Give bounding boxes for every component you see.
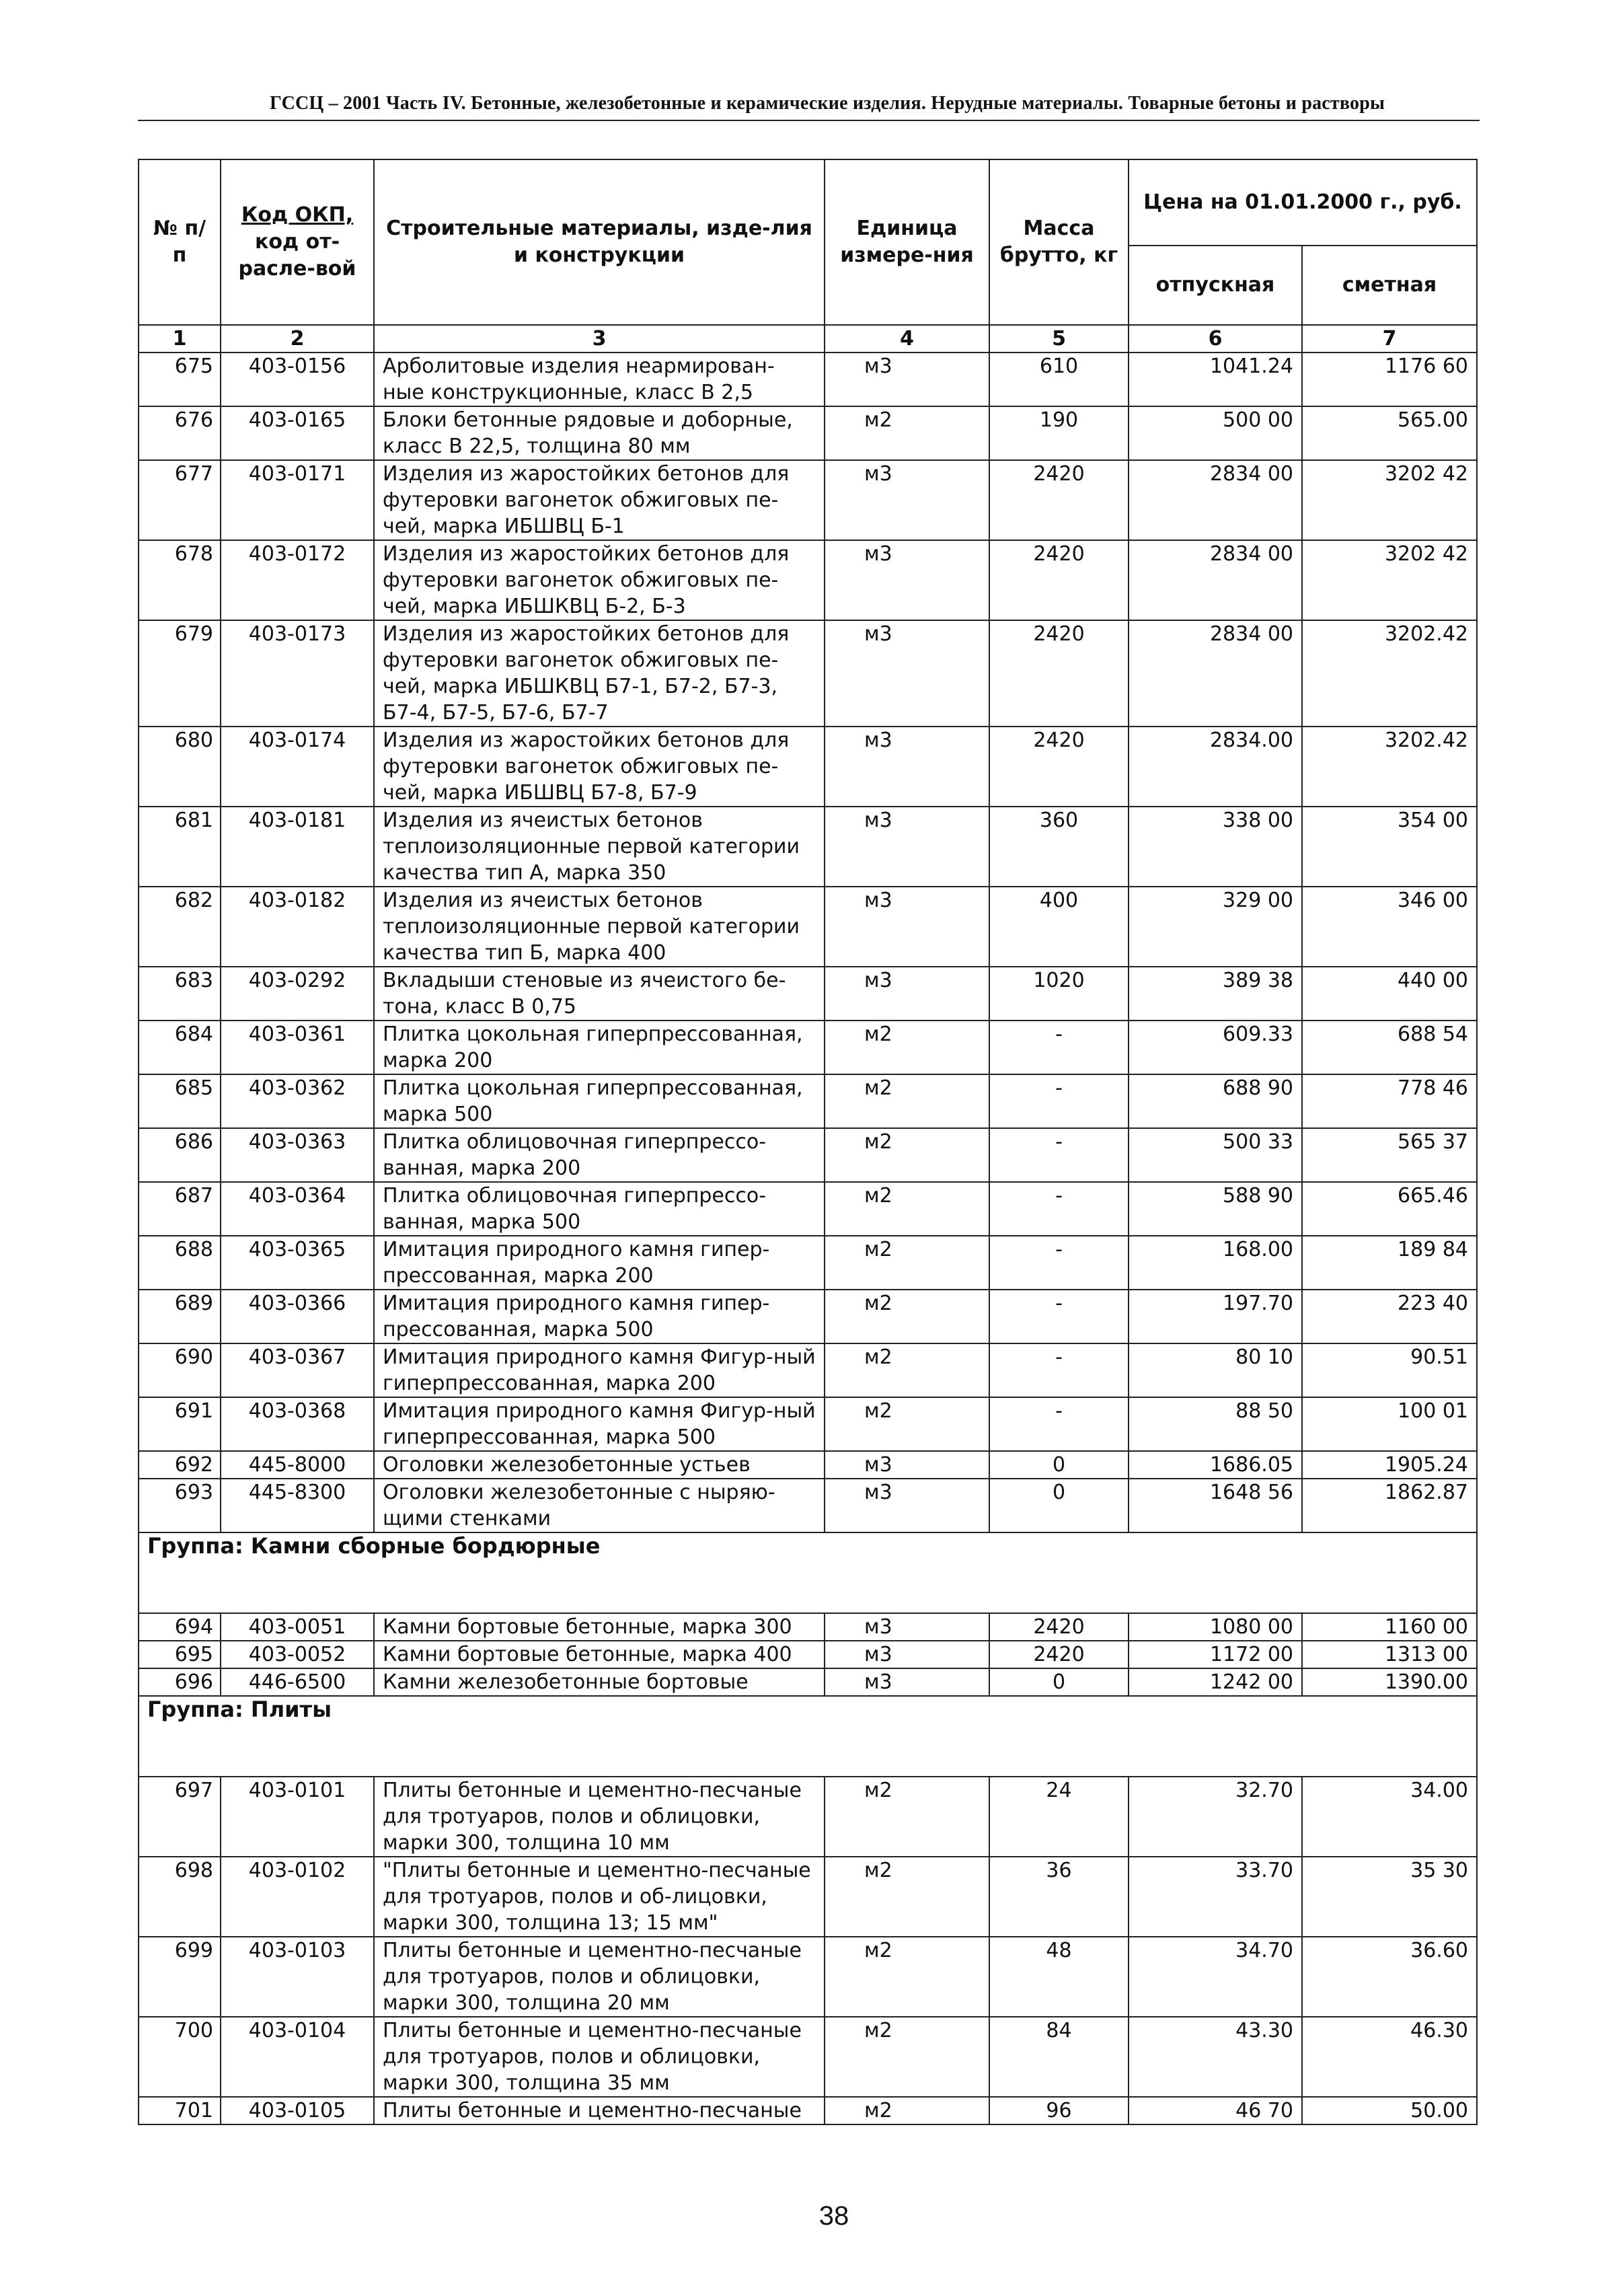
release-price: 34.70 — [1129, 1937, 1302, 2017]
material-description: Имитация природного камня Фигур-ный гиперпрессованная, марка 200 — [374, 1343, 825, 1397]
estimate-price: 3202.42 — [1302, 620, 1477, 727]
unit-of-measure: м2 — [825, 1128, 989, 1182]
okp-code: 403-0361 — [221, 1021, 374, 1074]
col-header-unit: Единица измере-ния — [825, 159, 989, 325]
gross-mass: - — [989, 1343, 1129, 1397]
row-number: 698 — [139, 1857, 221, 1937]
estimate-price: 665.46 — [1302, 1182, 1477, 1236]
table-row — [139, 1128, 1477, 1182]
gross-mass: 2420 — [989, 540, 1129, 620]
column-number: 7 — [1302, 325, 1477, 353]
estimate-price: 3202.42 — [1302, 727, 1477, 807]
table-row — [139, 1668, 1477, 1696]
gross-mass: 2420 — [989, 460, 1129, 540]
material-description: Плитка облицовочная гиперпрессо-ванная, марка 200 — [374, 1128, 825, 1182]
material-description: Плиты бетонные и цементно-песчаные — [374, 2097, 825, 2124]
row-number: 679 — [139, 620, 221, 727]
running-header: ГССЦ – 2001 Часть IV. Бетонные, железобетонные и керамические изделия. Нерудные материалы. Товарные бетоны и растворы — [269, 93, 1385, 114]
table-row — [139, 1343, 1477, 1397]
table-row — [139, 1397, 1477, 1451]
unit-of-measure: м2 — [825, 1021, 989, 1074]
unit-of-measure: м3 — [825, 727, 989, 807]
estimate-price: 100 01 — [1302, 1397, 1477, 1451]
column-number: 3 — [374, 325, 825, 353]
material-description: Арболитовые изделия неармирован-ные конструкционные, класс В 2,5 — [374, 353, 825, 406]
material-description: Имитация природного камня Фигур-ный гиперпрессованная, марка 500 — [374, 1397, 825, 1451]
okp-code: 403-0172 — [221, 540, 374, 620]
estimate-price: 1862.87 — [1302, 1479, 1477, 1532]
row-number: 694 — [139, 1613, 221, 1641]
unit-of-measure: м2 — [825, 1074, 989, 1128]
unit-of-measure: м2 — [825, 1857, 989, 1937]
release-price: 1242 00 — [1129, 1668, 1302, 1696]
estimate-price: 35 30 — [1302, 1857, 1477, 1937]
unit-of-measure: м3 — [825, 1479, 989, 1532]
table-row — [139, 1857, 1477, 1937]
row-number: 701 — [139, 2097, 221, 2124]
group-title-slabs: Группа: Плиты — [139, 1696, 1477, 1777]
unit-of-measure: м2 — [825, 1937, 989, 2017]
okp-code: 403-0105 — [221, 2097, 374, 2124]
gross-mass: - — [989, 1128, 1129, 1182]
table-row — [139, 353, 1477, 406]
estimate-price: 34.00 — [1302, 1777, 1477, 1857]
material-description: Камни железобетонные бортовые — [374, 1668, 825, 1696]
table-header-row — [139, 159, 1477, 246]
release-price: 688 90 — [1129, 1074, 1302, 1128]
row-number: 691 — [139, 1397, 221, 1451]
row-number: 693 — [139, 1479, 221, 1532]
row-number: 685 — [139, 1074, 221, 1128]
release-price: 2834 00 — [1129, 460, 1302, 540]
column-number: 6 — [1129, 325, 1302, 353]
gross-mass: - — [989, 1397, 1129, 1451]
estimate-price: 688 54 — [1302, 1021, 1477, 1074]
estimate-price: 354 00 — [1302, 807, 1477, 887]
col-header-mass: Масса брутто, кг — [989, 159, 1129, 325]
unit-of-measure: м2 — [825, 2017, 989, 2097]
material-description: Оголовки железобетонные устьев — [374, 1451, 825, 1479]
unit-of-measure: м3 — [825, 1613, 989, 1641]
release-price: 168.00 — [1129, 1236, 1302, 1290]
gross-mass: 0 — [989, 1451, 1129, 1479]
release-price: 88 50 — [1129, 1397, 1302, 1451]
gross-mass: 2420 — [989, 620, 1129, 727]
material-description: Оголовки железобетонные с ныряю-щими стенками — [374, 1479, 825, 1532]
table-row — [139, 2017, 1477, 2097]
estimate-price: 1160 00 — [1302, 1613, 1477, 1641]
material-description: Плитка цокольная гиперпрессованная, марка 200 — [374, 1021, 825, 1074]
estimate-price: 1905.24 — [1302, 1451, 1477, 1479]
gross-mass: 84 — [989, 2017, 1129, 2097]
column-number: 5 — [989, 325, 1129, 353]
gross-mass: 1020 — [989, 967, 1129, 1021]
okp-code: 403-0103 — [221, 1937, 374, 2017]
okp-code: 445-8000 — [221, 1451, 374, 1479]
row-number: 692 — [139, 1451, 221, 1479]
okp-code: 403-0366 — [221, 1290, 374, 1343]
row-number: 682 — [139, 887, 221, 967]
table-body-curbs — [139, 1613, 1477, 1696]
material-description: Изделия из жаростойких бетонов для футеровки вагонеток обжиговых пе-чей, марка ИБШКВЦ Б7-1, Б7-2, Б7-3, Б7-4, Б7-5, Б7-6, Б7-7 — [374, 620, 825, 727]
table-row — [139, 1937, 1477, 2017]
unit-of-measure: м2 — [825, 1397, 989, 1451]
group-row — [139, 1696, 1477, 1777]
unit-of-measure: м3 — [825, 1451, 989, 1479]
table-body-slabs — [139, 1777, 1477, 2124]
okp-code: 403-0171 — [221, 460, 374, 540]
gross-mass: - — [989, 1182, 1129, 1236]
release-price: 2834 00 — [1129, 540, 1302, 620]
table-row — [139, 620, 1477, 727]
release-price: 2834 00 — [1129, 620, 1302, 727]
table-row — [139, 2097, 1477, 2124]
row-number: 690 — [139, 1343, 221, 1397]
table-row — [139, 540, 1477, 620]
gross-mass: 24 — [989, 1777, 1129, 1857]
okp-code: 403-0368 — [221, 1397, 374, 1451]
row-number: 678 — [139, 540, 221, 620]
price-table — [138, 159, 1478, 2125]
table-row — [139, 460, 1477, 540]
unit-of-measure: м3 — [825, 887, 989, 967]
unit-of-measure: м2 — [825, 406, 989, 460]
row-number: 696 — [139, 1668, 221, 1696]
unit-of-measure: м2 — [825, 1182, 989, 1236]
row-number: 699 — [139, 1937, 221, 2017]
estimate-price: 440 00 — [1302, 967, 1477, 1021]
unit-of-measure: м2 — [825, 2097, 989, 2124]
estimate-price: 223 40 — [1302, 1290, 1477, 1343]
gross-mass: 2420 — [989, 1613, 1129, 1641]
release-price: 1172 00 — [1129, 1641, 1302, 1668]
estimate-price: 565 37 — [1302, 1128, 1477, 1182]
material-description: Плиты бетонные и цементно-песчаные для тротуаров, полов и облицовки, марки 300, толщина 20 мм — [374, 1937, 825, 2017]
column-number: 1 — [139, 325, 221, 353]
okp-code: 446-6500 — [221, 1668, 374, 1696]
unit-of-measure: м3 — [825, 807, 989, 887]
table-row — [139, 1182, 1477, 1236]
col-header-code — [221, 159, 374, 325]
okp-code: 403-0102 — [221, 1857, 374, 1937]
material-description: "Плиты бетонные и цементно-песчаные для тротуаров, полов и об-лицовки, марки 300, толщина 13; 15 мм" — [374, 1857, 825, 1937]
release-price: 500 00 — [1129, 406, 1302, 460]
table-row — [139, 1613, 1477, 1641]
group-title-curbs: Группа: Камни сборные бордюрные — [139, 1532, 1477, 1613]
row-number: 686 — [139, 1128, 221, 1182]
unit-of-measure: м2 — [825, 1343, 989, 1397]
table-row — [139, 1074, 1477, 1128]
unit-of-measure: м2 — [825, 1290, 989, 1343]
release-price: 43.30 — [1129, 2017, 1302, 2097]
okp-code: 403-0052 — [221, 1641, 374, 1668]
release-price: 389 38 — [1129, 967, 1302, 1021]
material-description: Блоки бетонные рядовые и доборные, класс В 22,5, толщина 80 мм — [374, 406, 825, 460]
release-price: 46 70 — [1129, 2097, 1302, 2124]
gross-mass: 96 — [989, 2097, 1129, 2124]
unit-of-measure: м3 — [825, 967, 989, 1021]
okp-code: 403-0292 — [221, 967, 374, 1021]
row-number: 695 — [139, 1641, 221, 1668]
gross-mass: - — [989, 1236, 1129, 1290]
estimate-price: 36.60 — [1302, 1937, 1477, 2017]
material-description: Плиты бетонные и цементно-песчаные для тротуаров, полов и облицовки, марки 300, толщина 10 мм — [374, 1777, 825, 1857]
okp-code: 403-0181 — [221, 807, 374, 887]
unit-of-measure: м3 — [825, 460, 989, 540]
estimate-price: 1313 00 — [1302, 1641, 1477, 1668]
gross-mass: 2420 — [989, 727, 1129, 807]
release-price: 1686.05 — [1129, 1451, 1302, 1479]
release-price: 80 10 — [1129, 1343, 1302, 1397]
group-section-slabs — [139, 1696, 1477, 1777]
unit-of-measure: м2 — [825, 1236, 989, 1290]
estimate-price: 565.00 — [1302, 406, 1477, 460]
release-price: 338 00 — [1129, 807, 1302, 887]
table-row — [139, 967, 1477, 1021]
table-row — [139, 1479, 1477, 1532]
row-number: 697 — [139, 1777, 221, 1857]
gross-mass: - — [989, 1074, 1129, 1128]
gross-mass: 0 — [989, 1668, 1129, 1696]
okp-code: 403-0182 — [221, 887, 374, 967]
release-price: 1041.24 — [1129, 353, 1302, 406]
okp-code: 403-0173 — [221, 620, 374, 727]
row-number: 683 — [139, 967, 221, 1021]
column-number: 4 — [825, 325, 989, 353]
table-row — [139, 1236, 1477, 1290]
estimate-price: 3202 42 — [1302, 460, 1477, 540]
okp-code: 403-0362 — [221, 1074, 374, 1128]
header-rule — [138, 120, 1480, 121]
release-price: 609.33 — [1129, 1021, 1302, 1074]
page-number: 38 — [818, 2201, 849, 2231]
col-header-release-price: отпускная — [1129, 246, 1302, 325]
estimate-price: 346 00 — [1302, 887, 1477, 967]
material-description: Изделия из ячеистых бетонов теплоизоляционные первой категории качества тип Б, марка 400 — [374, 887, 825, 967]
gross-mass: 48 — [989, 1937, 1129, 2017]
table-row — [139, 1777, 1477, 1857]
unit-of-measure: м3 — [825, 353, 989, 406]
table-row — [139, 1021, 1477, 1074]
estimate-price: 1176 60 — [1302, 353, 1477, 406]
release-price: 197.70 — [1129, 1290, 1302, 1343]
release-price: 329 00 — [1129, 887, 1302, 967]
estimate-price: 1390.00 — [1302, 1668, 1477, 1696]
table-row — [139, 1290, 1477, 1343]
gross-mass: 400 — [989, 887, 1129, 967]
row-number: 689 — [139, 1290, 221, 1343]
material-description: Имитация природного камня гипер-прессованная, марка 500 — [374, 1290, 825, 1343]
material-description: Вкладыши стеновые из ячеистого бе-тона, класс В 0,75 — [374, 967, 825, 1021]
release-price: 1648 56 — [1129, 1479, 1302, 1532]
row-number: 687 — [139, 1182, 221, 1236]
table-row — [139, 1451, 1477, 1479]
unit-of-measure: м3 — [825, 540, 989, 620]
material-description: Изделия из жаростойких бетонов для футеровки вагонеток обжиговых пе-чей, марка ИБШВЦ Б-1 — [374, 460, 825, 540]
estimate-price: 90.51 — [1302, 1343, 1477, 1397]
estimate-price: 3202 42 — [1302, 540, 1477, 620]
table-row — [139, 406, 1477, 460]
okp-code: 403-0104 — [221, 2017, 374, 2097]
unit-of-measure: м3 — [825, 1668, 989, 1696]
col-header-price: Цена на 01.01.2000 г., руб. — [1129, 159, 1477, 246]
gross-mass: 190 — [989, 406, 1129, 460]
column-number-row — [139, 325, 1477, 353]
gross-mass: 610 — [989, 353, 1129, 406]
material-description: Изделия из жаростойких бетонов для футеровки вагонеток обжиговых пе-чей, марка ИБШВЦ Б7-8, Б7-9 — [374, 727, 825, 807]
gross-mass: 360 — [989, 807, 1129, 887]
estimate-price: 46.30 — [1302, 2017, 1477, 2097]
material-description: Плитка облицовочная гиперпрессо-ванная, марка 500 — [374, 1182, 825, 1236]
unit-of-measure: м3 — [825, 1641, 989, 1668]
okp-code: 403-0165 — [221, 406, 374, 460]
gross-mass: - — [989, 1021, 1129, 1074]
material-description: Имитация природного камня гипер-прессованная, марка 200 — [374, 1236, 825, 1290]
okp-code: 403-0051 — [221, 1613, 374, 1641]
column-number: 2 — [221, 325, 374, 353]
group-section-curbs — [139, 1532, 1477, 1613]
table-row — [139, 1641, 1477, 1668]
table-row — [139, 727, 1477, 807]
material-description: Камни бортовые бетонные, марка 400 — [374, 1641, 825, 1668]
row-number: 680 — [139, 727, 221, 807]
release-price: 2834.00 — [1129, 727, 1302, 807]
okp-code: 403-0363 — [221, 1128, 374, 1182]
gross-mass: - — [989, 1290, 1129, 1343]
row-number: 700 — [139, 2017, 221, 2097]
release-price: 32.70 — [1129, 1777, 1302, 1857]
okp-code: 403-0174 — [221, 727, 374, 807]
gross-mass: 0 — [989, 1479, 1129, 1532]
col-header-code-branch: код от-расле-вой — [238, 230, 356, 281]
row-number: 676 — [139, 406, 221, 460]
okp-code: 403-0367 — [221, 1343, 374, 1397]
okp-code: 403-0365 — [221, 1236, 374, 1290]
table-body-products — [139, 353, 1477, 1532]
group-row — [139, 1532, 1477, 1613]
okp-code: 403-0101 — [221, 1777, 374, 1857]
row-number: 688 — [139, 1236, 221, 1290]
estimate-price: 778 46 — [1302, 1074, 1477, 1128]
col-header-code-okp: Код ОКП, — [241, 203, 354, 227]
gross-mass: 36 — [989, 1857, 1129, 1937]
table-row — [139, 887, 1477, 967]
material-description: Плиты бетонные и цементно-песчаные для тротуаров, полов и облицовки, марки 300, толщина 35 мм — [374, 2017, 825, 2097]
estimate-price: 189 84 — [1302, 1236, 1477, 1290]
unit-of-measure: м2 — [825, 1777, 989, 1857]
release-price: 33.70 — [1129, 1857, 1302, 1937]
table-row — [139, 807, 1477, 887]
row-number: 684 — [139, 1021, 221, 1074]
okp-code: 403-0156 — [221, 353, 374, 406]
release-price: 588 90 — [1129, 1182, 1302, 1236]
row-number: 681 — [139, 807, 221, 887]
estimate-price: 50.00 — [1302, 2097, 1477, 2124]
okp-code: 445-8300 — [221, 1479, 374, 1532]
release-price: 500 33 — [1129, 1128, 1302, 1182]
gross-mass: 2420 — [989, 1641, 1129, 1668]
col-header-materials: Строительные материалы, изде-лия и конструкции — [374, 159, 825, 325]
release-price: 1080 00 — [1129, 1613, 1302, 1641]
material-description: Камни бортовые бетонные, марка 300 — [374, 1613, 825, 1641]
material-description: Изделия из ячеистых бетонов теплоизоляционные первой категории качества тип А, марка 350 — [374, 807, 825, 887]
col-header-estimate-price: сметная — [1302, 246, 1477, 325]
row-number: 677 — [139, 460, 221, 540]
material-description: Плитка цокольная гиперпрессованная, марка 500 — [374, 1074, 825, 1128]
row-number: 675 — [139, 353, 221, 406]
material-description: Изделия из жаростойких бетонов для футеровки вагонеток обжиговых пе-чей, марка ИБШКВЦ Б-2, Б-3 — [374, 540, 825, 620]
col-header-no: № п/п — [139, 159, 221, 325]
okp-code: 403-0364 — [221, 1182, 374, 1236]
unit-of-measure: м3 — [825, 620, 989, 727]
